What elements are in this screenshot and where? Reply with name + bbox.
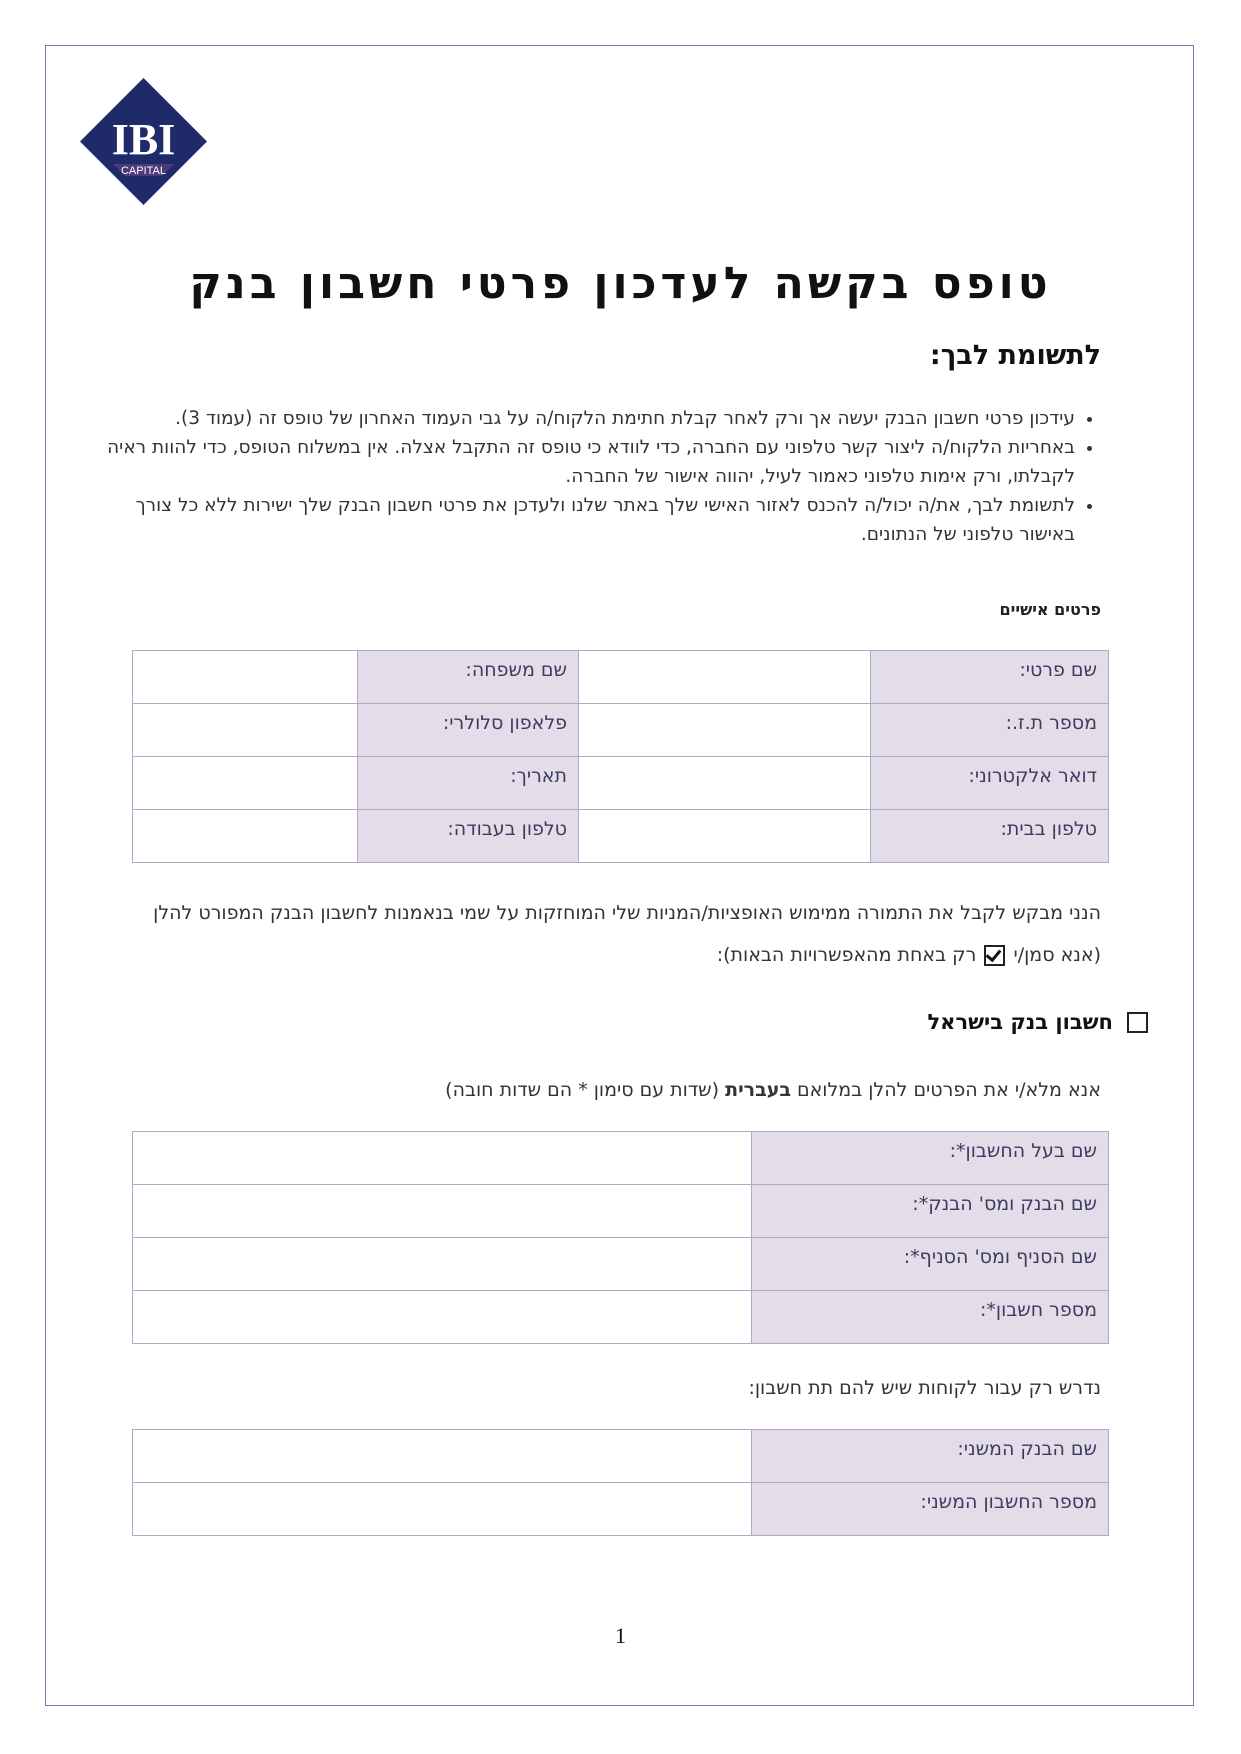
account-holder-label: שם בעל החשבון*: (752, 1132, 1109, 1185)
email-field[interactable] (579, 757, 871, 810)
table-row (133, 810, 1109, 863)
id-number-label: מספר ת.ז.: (871, 704, 1109, 757)
account-number-label: מספר חשבון*: (752, 1291, 1109, 1344)
secondary-account-table (132, 1429, 1109, 1536)
request-line-1: הנני מבקש לקבל את התמורה ממימוש האופציות/המניות שלי המוחזקות על שמי בנאמנות לחשבון הבנק המפורט להלן (153, 902, 1101, 924)
mobile-phone-label: פלאפון סלולרי: (358, 704, 579, 757)
table-row (133, 651, 1109, 704)
table-row (133, 757, 1109, 810)
date-field[interactable] (133, 757, 358, 810)
table-row (133, 1185, 1109, 1238)
account-number-field[interactable] (133, 1291, 752, 1344)
secondary-account-label: מספר החשבון המשני: (752, 1483, 1109, 1536)
logo-text: IBI (111, 115, 176, 164)
secondary-note: נדרש רק עבור לקוחות שיש להם תת חשבון: (748, 1377, 1101, 1399)
id-number-field[interactable] (579, 704, 871, 757)
list-item: • באחריות הלקוח/ה ליצור קשר טלפוני עם החברה, כדי לוודא כי טופס זה התקבל אצלה. אין במשלוח הטופס, כדי להוות ראיה לקבלתו, ורק אימות טלפוני כאמור לעיל, יהווה אישור של החברה. (75, 433, 1075, 491)
logo-sub: CAPITAL (120, 165, 167, 177)
first-name-field[interactable] (579, 651, 871, 704)
last-name-label: שם משפחה: (358, 651, 579, 704)
personal-details-table (132, 650, 1109, 863)
first-name-label: שם פרטי: (871, 651, 1109, 704)
work-phone-label: טלפון בעבודה: (358, 810, 579, 863)
israel-bank-label: חשבון בנק בישראל (927, 1010, 1113, 1034)
account-holder-field[interactable] (133, 1132, 752, 1185)
list-item: • עידכון פרטי חשבון הבנק יעשה אך ורק לאחר קבלת חתימת הלקוח/ה על גבי העמוד האחרון של טופס זה (עמוד 3). (75, 404, 1075, 433)
fill-instruction: אנא מלא/י את הפרטים להלן במלואם בעברית (שדות עם סימון * הם שדות חובה) (445, 1079, 1101, 1101)
page-number: 1 (615, 1623, 626, 1648)
secondary-bank-label: שם הבנק המשני: (752, 1430, 1109, 1483)
page-title: טופס בקשה לעדכון פרטי חשבון בנק (189, 258, 1052, 309)
ibi-capital-logo (80, 78, 207, 205)
home-phone-label: טלפון בבית: (871, 810, 1109, 863)
checked-box-icon (984, 945, 1005, 966)
list-item: • לתשומת לבך, את/ה יכול/ה להכנס לאזור האישי שלך באתר שלנו ולעדכן את פרטי חשבון הבנק שלך ישירות ללא כל צורך באישור טלפוני של הנתונים. (75, 491, 1075, 549)
israel-bank-option[interactable] (927, 1010, 1148, 1034)
work-phone-field[interactable] (133, 810, 358, 863)
table-row (133, 1238, 1109, 1291)
table-row (133, 1430, 1109, 1483)
table-row (133, 1483, 1109, 1536)
bank-name-field[interactable] (133, 1185, 752, 1238)
attention-list (75, 404, 1101, 549)
israel-bank-checkbox[interactable] (1127, 1012, 1148, 1033)
request-paragraph (111, 892, 1101, 976)
branch-field[interactable] (133, 1238, 752, 1291)
table-row (133, 1291, 1109, 1344)
home-phone-field[interactable] (579, 810, 871, 863)
attention-heading: לתשומת לבך: (929, 340, 1101, 371)
bank-name-label: שם הבנק ומס' הבנק*: (752, 1185, 1109, 1238)
mobile-phone-field[interactable] (133, 704, 358, 757)
last-name-field[interactable] (133, 651, 358, 704)
secondary-account-field[interactable] (133, 1483, 752, 1536)
secondary-bank-field[interactable] (133, 1430, 752, 1483)
email-label: דואר אלקטרוני: (871, 757, 1109, 810)
personal-details-heading: פרטים אישיים (999, 600, 1101, 619)
table-row (133, 1132, 1109, 1185)
date-label: תאריך: (358, 757, 579, 810)
table-row (133, 704, 1109, 757)
bank-details-table (132, 1131, 1109, 1344)
request-line-2: (אנא סמן/י רק באחת מהאפשרויות הבאות): (716, 944, 1101, 966)
branch-label: שם הסניף ומס' הסניף*: (752, 1238, 1109, 1291)
